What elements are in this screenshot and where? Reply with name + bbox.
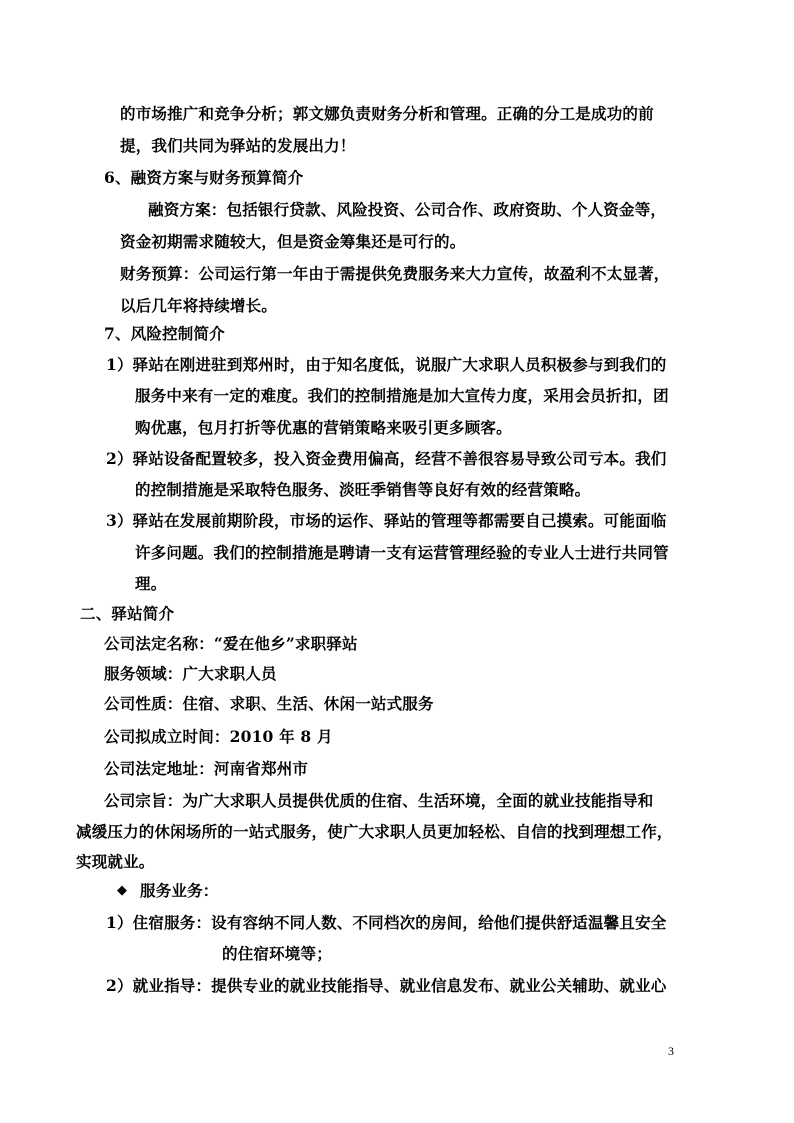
line-13: 的控制措施是采取特色服务、淡旺季销售等良好有效的经营策略。 — [135, 480, 591, 499]
service-domain: 服务领域：广大求职人员 — [104, 664, 277, 683]
line-14: 3）驿站在发展前期阶段，市场的运作、驿站的管理等都需要自己摸索。可能面临 — [106, 511, 667, 530]
line-28: 的住宿环境等； — [222, 944, 332, 963]
section-heading-risk: 7、风险控制简介 — [104, 324, 225, 343]
line-16: 理。 — [135, 574, 167, 593]
line-5: 资金初期需求随较大，但是资金筹集还是可行的。 — [120, 232, 466, 251]
line-10: 服务中来有一定的难度。我们的控制措施是加大宣传力度，采用会员折扣，团 — [135, 386, 669, 405]
line-11: 购优惠，包月打折等优惠的营销策略来吸引更多顾客。 — [135, 418, 512, 437]
line-27: 1）住宿服务：设有容纳不同人数、不同档次的房间，给他们提供舒适温馨且安全 — [106, 913, 667, 932]
company-name: 公司法定名称：“爱在他乡”求职驿站 — [104, 634, 358, 653]
section-heading-financing: 6、融资方案与财务预算简介 — [104, 168, 304, 187]
page-number: 3 — [668, 1044, 674, 1058]
line-15: 许多问题。我们的控制措施是聘请一支有运营管理经验的专业人士进行共同管 — [135, 543, 669, 562]
company-address: 公司法定地址：河南省郑州市 — [104, 759, 309, 778]
line-29: 2）就业指导：提供专业的就业技能指导、就业信息发布、就业公关辅助、就业心 — [106, 976, 667, 995]
chapter-heading: 二、驿站简介 — [80, 604, 175, 623]
line-12: 2）驿站设备配置较多，投入资金费用偏高，经营不善很容易导致公司亏本。我们 — [106, 449, 667, 468]
line-23: 公司宗旨：为广大求职人员提供优质的住宿、生活环境，全面的就业技能指导和 — [104, 791, 654, 810]
line-4: 融资方案：包括银行贷款、风险投资、公司合作、政府资助、个人资金等， — [148, 200, 667, 219]
line-24: 减缓压力的休闲场所的一站式服务，使广大求职人员更加轻松、自信的找到理想工作， — [76, 822, 673, 841]
line-7: 以后几年将持续增长。 — [120, 296, 278, 315]
line-9: 1）驿站在刚进驻到郑州时，由于知名度低，说服广大求职人员积极参与到我们的 — [106, 355, 667, 374]
establish-date: 公司拟成立时间：2010 年 8 月 — [104, 727, 333, 746]
line-1: 的市场推广和竞争分析；郭文娜负责财务分析和管理。正确的分工是成功的前 — [120, 104, 654, 123]
diamond-bullet-icon: ◆ — [117, 883, 127, 898]
line-2: 提，我们共同为驿站的发展出力！ — [120, 136, 356, 155]
line-6: 财务预算：公司运行第一年由于需提供免费服务来大力宣传，故盈利不太显著， — [120, 264, 670, 283]
services-heading: 服务业务： — [140, 881, 219, 900]
line-25: 实现就业。 — [76, 852, 155, 871]
company-nature: 公司性质：住宿、求职、生活、休闲一站式服务 — [104, 694, 434, 713]
